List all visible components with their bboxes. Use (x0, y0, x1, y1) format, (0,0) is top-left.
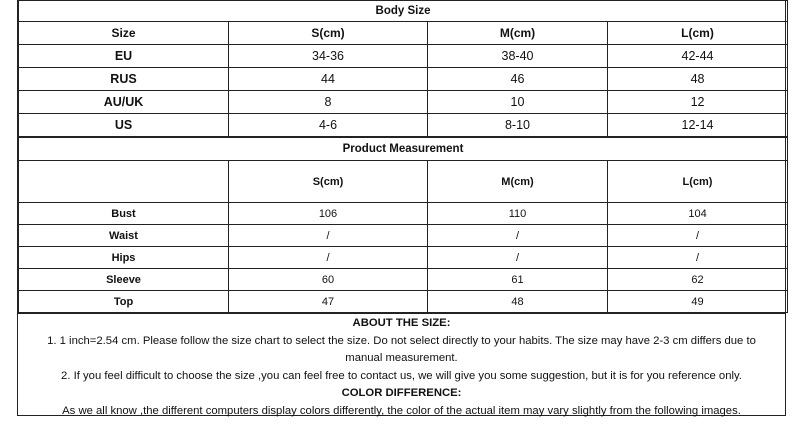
header-cell (19, 161, 229, 203)
table-cell: 12 (608, 91, 788, 114)
product-measurement-table (18, 137, 788, 313)
table-cell: 62 (608, 269, 788, 291)
table-cell: / (428, 225, 608, 247)
header-cell: M(cm) (428, 22, 608, 45)
table-cell: 61 (428, 269, 608, 291)
header-cell: M(cm) (428, 161, 608, 203)
table-cell: 42-44 (608, 45, 788, 68)
table-cell: 8 (229, 91, 428, 114)
table-cell: 48 (428, 291, 608, 313)
table-cell: / (608, 247, 788, 269)
row-label: AU/UK (19, 91, 229, 114)
table-cell: 4-6 (229, 114, 428, 137)
table-title-row (19, 1, 788, 22)
table-cell: / (428, 247, 608, 269)
table-cell: 46 (428, 68, 608, 91)
header-cell: Size (19, 22, 229, 45)
table-row (19, 247, 788, 269)
table-title-row (19, 138, 788, 161)
table-row (19, 203, 788, 225)
color-difference-heading: COLOR DIFFERENCE: (341, 387, 462, 399)
size-notes (18, 313, 785, 420)
table-row (19, 291, 788, 313)
table-cell: 60 (229, 269, 428, 291)
color-difference-text: As we all know ,the different computers display colors differently, the color of the actual item may vary slightly from the following images. (62, 404, 741, 417)
table-row (19, 225, 788, 247)
table-cell: / (229, 225, 428, 247)
row-label: EU (19, 45, 229, 68)
table-header-row (19, 22, 788, 45)
table-cell: 12-14 (608, 114, 788, 137)
table-cell: 10 (428, 91, 608, 114)
product-measurement-title: Product Measurement (19, 138, 788, 161)
header-cell: L(cm) (608, 161, 788, 203)
table-cell: / (229, 247, 428, 269)
table-cell: 44 (229, 68, 428, 91)
row-label: Sleeve (19, 269, 229, 291)
header-cell: L(cm) (608, 22, 788, 45)
note-1-line-1: 1. 1 inch=2.54 cm. Please follow the size chart to select the size. Do not select directly to your habits. The size may have 2-3 cm differs due to (47, 334, 756, 347)
table-cell: 49 (608, 291, 788, 313)
note-2: 2. If you feel difficult to choose the size ,you can feel free to contact us, we will give you some suggestion, but it is for you reference only. (61, 369, 742, 382)
header-cell: S(cm) (229, 22, 428, 45)
about-size-heading: ABOUT THE SIZE: (352, 317, 451, 329)
table-cell: / (608, 225, 788, 247)
table-cell: 48 (608, 68, 788, 91)
header-cell: S(cm) (229, 161, 428, 203)
row-label: US (19, 114, 229, 137)
row-label: Bust (19, 203, 229, 225)
table-cell: 106 (229, 203, 428, 225)
table-row (19, 269, 788, 291)
table-cell: 110 (428, 203, 608, 225)
table-row (19, 114, 788, 137)
row-label: Top (19, 291, 229, 313)
size-chart (17, 0, 786, 416)
table-cell: 47 (229, 291, 428, 313)
row-label: Hips (19, 247, 229, 269)
row-label: RUS (19, 68, 229, 91)
table-cell: 34-36 (229, 45, 428, 68)
table-header-row (19, 161, 788, 203)
table-cell: 104 (608, 203, 788, 225)
body-size-title: Body Size (19, 1, 788, 22)
row-label: Waist (19, 225, 229, 247)
table-row (19, 91, 788, 114)
table-cell: 8-10 (428, 114, 608, 137)
table-row (19, 45, 788, 68)
table-cell: 38-40 (428, 45, 608, 68)
body-size-table (18, 0, 788, 137)
table-row (19, 68, 788, 91)
note-1-line-2: manual measurement. (345, 352, 458, 364)
